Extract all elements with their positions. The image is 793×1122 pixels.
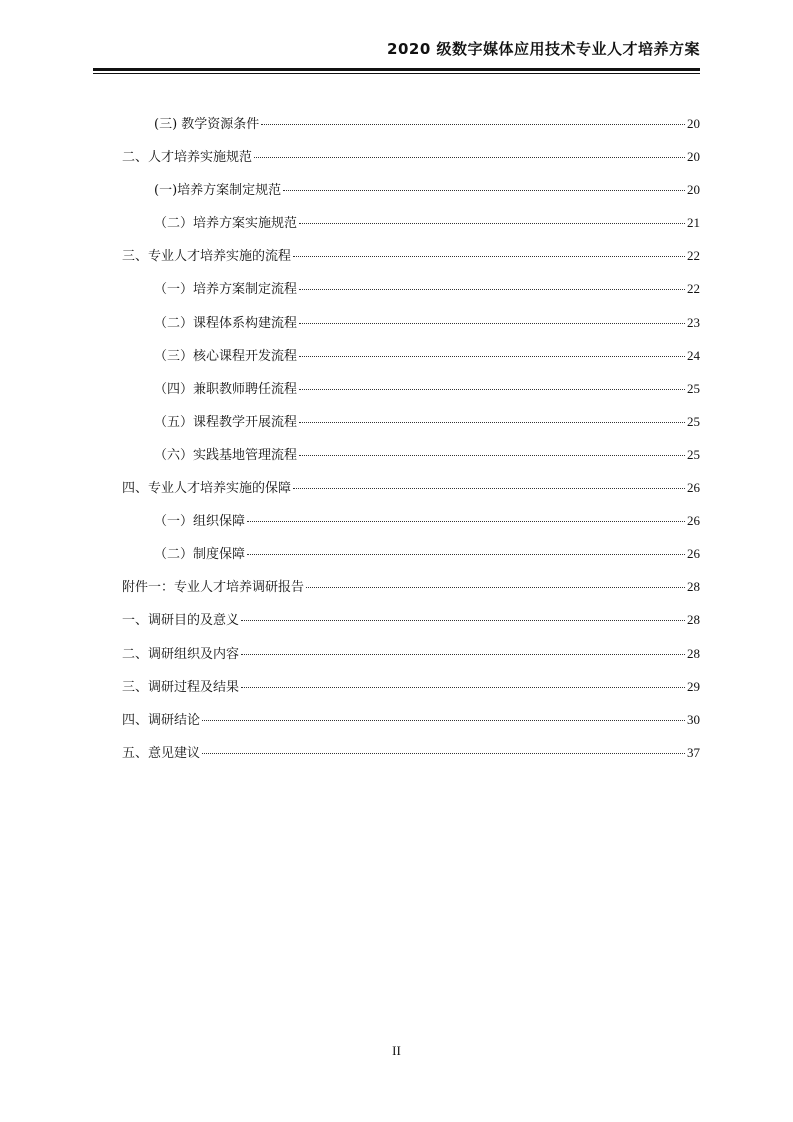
toc-entry-page: 20: [687, 149, 700, 165]
toc-entry-label: 五、意见建议: [122, 745, 201, 761]
toc-entry-label: （一）组织保障: [154, 514, 246, 530]
toc-entry-page: 25: [687, 446, 700, 462]
toc-entry-page: 37: [687, 744, 700, 760]
header-rule-thick: [93, 68, 700, 71]
toc-entry[interactable]: [122, 609, 700, 642]
toc-dot-leader: [202, 753, 685, 754]
toc-entry-page: 28: [687, 612, 700, 628]
toc-entry-page: 20: [687, 182, 700, 198]
toc-entry[interactable]: [122, 742, 700, 775]
page-number: II: [392, 1043, 401, 1058]
toc-entry-page: 24: [687, 347, 700, 363]
toc-entry[interactable]: [122, 378, 700, 411]
toc-entry-label: （二）课程体系构建流程: [154, 315, 298, 331]
toc-dot-leader: [306, 587, 685, 588]
toc-entry-label: 二、调研组织及内容: [122, 646, 240, 662]
toc-dot-leader: [299, 223, 685, 224]
toc-entry-label: （三）核心课程开发流程: [154, 348, 298, 364]
toc-entry-page: 22: [687, 248, 700, 264]
toc-entry[interactable]: [122, 345, 700, 378]
toc-entry-page: 22: [687, 281, 700, 297]
toc-entry-label: （二）制度保障: [154, 547, 246, 563]
toc-entry[interactable]: [122, 146, 700, 179]
table-of-contents: [122, 113, 700, 775]
toc-entry-label: (三) 教学资源条件: [154, 117, 260, 132]
toc-entry[interactable]: [122, 312, 700, 345]
toc-entry-page: 26: [687, 480, 700, 496]
toc-dot-leader: [247, 521, 685, 522]
toc-dot-leader: [254, 157, 685, 158]
toc-entry[interactable]: [122, 477, 700, 510]
toc-dot-leader: [241, 687, 685, 688]
toc-entry-page: 28: [687, 579, 700, 595]
toc-dot-leader: [202, 720, 685, 721]
toc-entry[interactable]: [122, 245, 700, 278]
toc-entry[interactable]: [122, 179, 700, 212]
toc-entry-label: (一)培养方案制定规范: [154, 183, 282, 199]
toc-dot-leader: [247, 554, 685, 555]
toc-entry-label: （一）培养方案制定流程: [154, 282, 298, 298]
header-rule-thin: [93, 73, 700, 74]
toc-entry[interactable]: [122, 212, 700, 245]
toc-entry[interactable]: [122, 709, 700, 742]
toc-dot-leader: [299, 289, 685, 290]
toc-entry-label: 二、人才培养实施规范: [122, 150, 253, 166]
toc-entry-label: （五）课程教学开展流程: [154, 414, 298, 430]
toc-entry-label: （二）培养方案实施规范: [154, 216, 298, 232]
toc-entry[interactable]: [122, 278, 700, 311]
toc-entry-page: 21: [687, 215, 700, 231]
toc-entry-label: 三、调研过程及结果: [122, 679, 240, 695]
toc-entry[interactable]: [122, 444, 700, 477]
toc-entry-label: 附件一：专业人才培养调研报告: [122, 580, 305, 596]
toc-dot-leader: [299, 389, 685, 390]
toc-dot-leader: [299, 323, 685, 324]
toc-dot-leader: [261, 124, 685, 125]
toc-entry[interactable]: [122, 411, 700, 444]
toc-entry-page: 26: [687, 513, 700, 529]
toc-entry-page: 25: [687, 413, 700, 429]
toc-entry-page: 30: [687, 711, 700, 727]
toc-entry-label: （四）兼职教师聘任流程: [154, 381, 298, 397]
toc-entry[interactable]: [122, 676, 700, 709]
toc-entry-page: 29: [687, 678, 700, 694]
toc-entry[interactable]: [122, 576, 700, 609]
toc-dot-leader: [283, 190, 685, 191]
toc-entry-page: 26: [687, 546, 700, 562]
toc-dot-leader: [293, 256, 685, 257]
toc-entry-label: 一、调研目的及意义: [122, 613, 240, 629]
toc-entry[interactable]: [122, 643, 700, 676]
toc-entry[interactable]: [122, 510, 700, 543]
toc-dot-leader: [293, 488, 685, 489]
toc-dot-leader: [299, 422, 685, 423]
toc-entry-page: 28: [687, 645, 700, 661]
toc-dot-leader: [299, 356, 685, 357]
toc-dot-leader: [241, 620, 685, 621]
toc-dot-leader: [299, 455, 685, 456]
toc-entry-page: 20: [687, 116, 700, 131]
toc-entry-page: 25: [687, 380, 700, 396]
toc-entry-label: 三、专业人才培养实施的流程: [122, 249, 292, 265]
toc-entry-label: 四、专业人才培养实施的保障: [122, 481, 292, 497]
toc-entry-label: （六）实践基地管理流程: [154, 447, 298, 463]
toc-entry-label: 四、调研结论: [122, 712, 201, 728]
header-title: 2020 级数字媒体应用技术专业人才培养方案: [387, 40, 700, 58]
toc-entry-page: 23: [687, 314, 700, 330]
toc-entry[interactable]: [122, 543, 700, 576]
toc-dot-leader: [241, 654, 685, 655]
toc-entry[interactable]: [122, 113, 700, 146]
